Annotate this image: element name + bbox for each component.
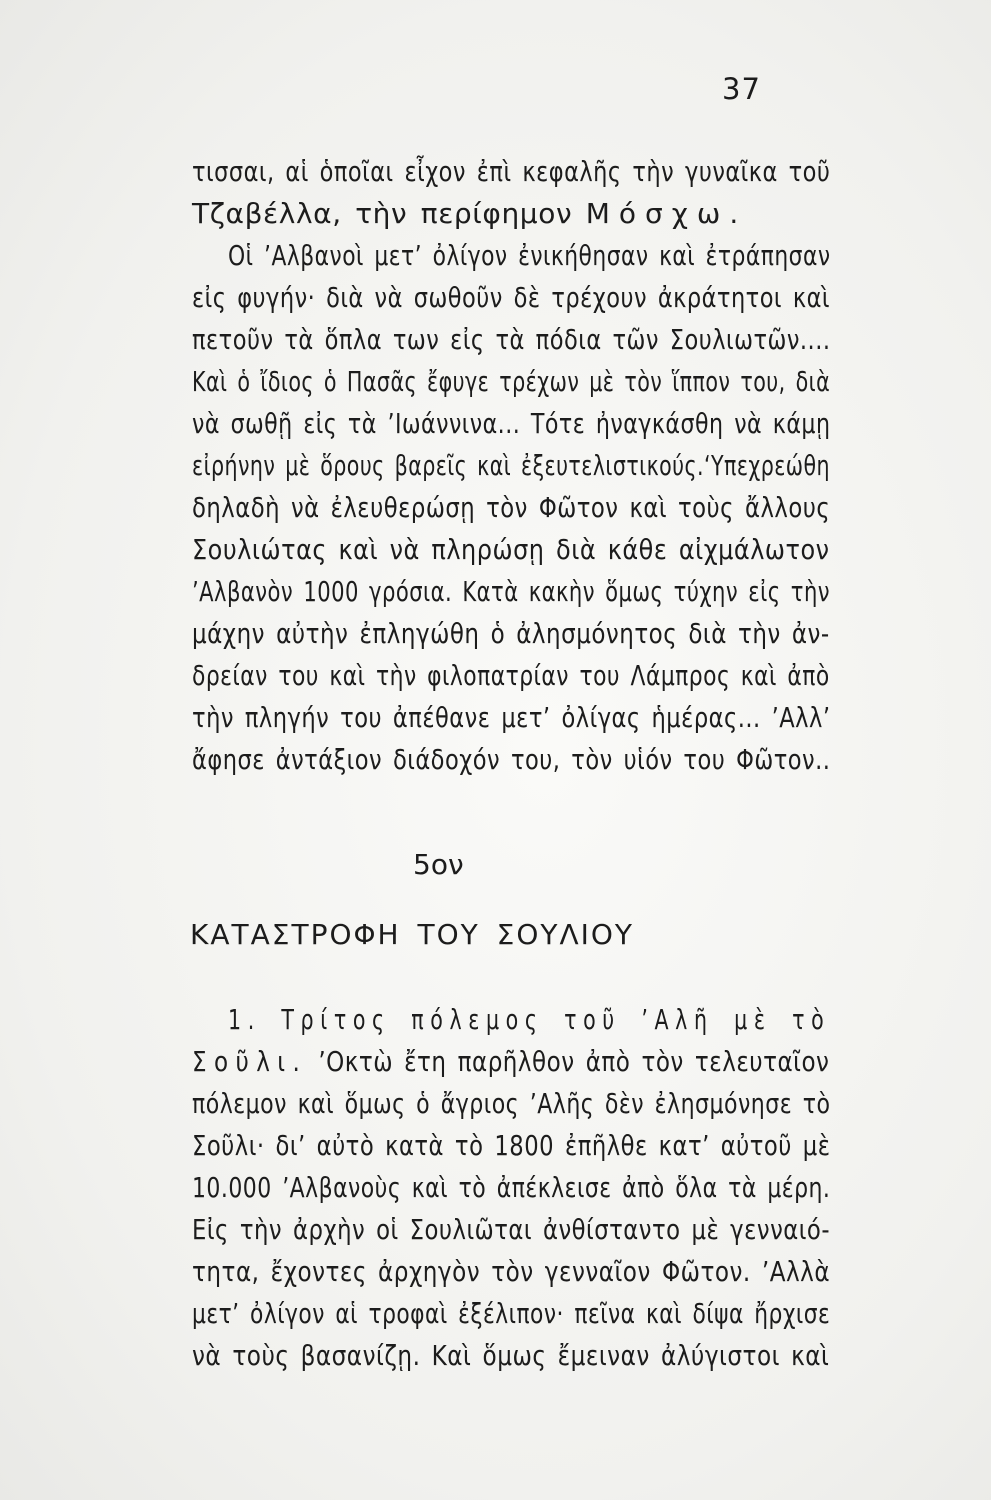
text-line: τητα, ἔχοντες ἀρχηγὸν τὸν γενναῖον Φῶτον. ’Αλλὰ: [192, 1255, 831, 1288]
text-line: Σουλιώτας καὶ νὰ πληρώσῃ διὰ κάθε αἰχμάλωτον: [192, 533, 830, 566]
text-line: τισσαι, αἱ ὁποῖαι εἶχον ἐπὶ κεφαλῆς τὴν γυναῖκα τοῦ: [192, 155, 831, 188]
text-line: δρείαν του καὶ τὴν φιλοπατρίαν του Λάμπρος καὶ ἀπὸ: [192, 659, 830, 692]
text-line: Εἰς τὴν ἀρχὴν οἱ Σουλιῶται ἀνθίσταντο μὲ γενναιό-: [192, 1213, 831, 1246]
subsection-heading-cont: Σοῦλι.: [192, 1045, 308, 1078]
text-line: [192, 1045, 829, 1079]
text-fragment: Τζαβέλλα, τὴν περίφημον: [192, 197, 573, 230]
text-line: Οἱ ’Αλβανοὶ μετ’ ὀλίγον ἐνικήθησαν καὶ ἐτράπησαν: [228, 239, 831, 272]
text-line: δηλαδὴ νὰ ἐλευθερώσῃ τὸν Φῶτον καὶ τοὺς ἄλλους: [192, 491, 831, 524]
text-line: πόλεμον καὶ ὅμως ὁ ἄγριος ’Αλῆς δὲν ἐλησμόνησε τὸ: [192, 1087, 831, 1120]
text-line: τὴν πληγήν του ἀπέθανε μετ’ ὀλίγας ἡμέρας... ’Αλλ’: [192, 701, 831, 734]
page-number: 37: [722, 72, 761, 106]
text-line: μετ’ ὀλίγον αἱ τροφαὶ ἐξέλιπον· πεῖνα καὶ δίψα ἤρχισε: [192, 1297, 831, 1330]
text-line: νὰ σωθῇ εἰς τὰ ’Ιωάννινα... Τότε ἠναγκάσθη νὰ κάμῃ: [192, 407, 831, 440]
text-line: 10.000 ’Αλβανοὺς καὶ τὸ ἀπέκλεισε ἀπὸ ὅλα τὰ μέρη.: [192, 1171, 831, 1204]
text-line: ἄφησε ἀντάξιον διάδοχόν του, τὸν υἱόν του Φῶτον..: [192, 743, 831, 776]
subsection-heading: 1. Τρίτος πόλεμος τοῦ ’Αλῆ μὲ τὸ: [228, 1003, 831, 1036]
section-title: ΚΑΤΑΣΤΡΟΦΗ ΤΟΥ ΣΟΥΛΙΟΥ: [190, 918, 635, 951]
text-line: εἰς φυγήν· διὰ νὰ σωθοῦν δὲ τρέχουν ἀκράτητοι καὶ: [192, 281, 830, 314]
text-line: ’Αλβανὸν 1000 γρόσια. Κατὰ κακὴν ὅμως τύχην εἰς τὴν: [192, 575, 831, 608]
text-line: μάχην αὐτὴν ἐπληγώθη ὁ ἀλησμόνητος διὰ τὴν ἀν-: [192, 617, 830, 650]
section-number: 5ον: [413, 848, 464, 881]
text-line: εἰρήνην μὲ ὅρους βαρεῖς καὶ ἐξευτελιστικούς.‘Υπεχρεώθη: [192, 449, 831, 482]
text-line: [192, 197, 747, 231]
text-line: Σοῦλι· δι’ αὐτὸ κατὰ τὸ 1800 ἐπῆλθε κατ’ αὐτοῦ μὲ: [192, 1129, 831, 1162]
text-fragment: ’Οκτὼ ἔτη παρῆλθον ἀπὸ τὸν τελευταῖον: [318, 1045, 830, 1078]
spaced-name: Μόσχω.: [585, 197, 748, 230]
text-line: πετοῦν τὰ ὅπλα των εἰς τὰ πόδια τῶν Σουλιωτῶν....: [192, 323, 831, 356]
text-line: Καὶ ὁ ἴδιος ὁ Πασᾶς ἔφυγε τρέχων μὲ τὸν ἵππον του, διὰ: [192, 365, 831, 398]
text-line: νὰ τοὺς βασανίζῃ. Καὶ ὅμως ἔμειναν ἀλύγιστοι καὶ: [192, 1339, 830, 1372]
